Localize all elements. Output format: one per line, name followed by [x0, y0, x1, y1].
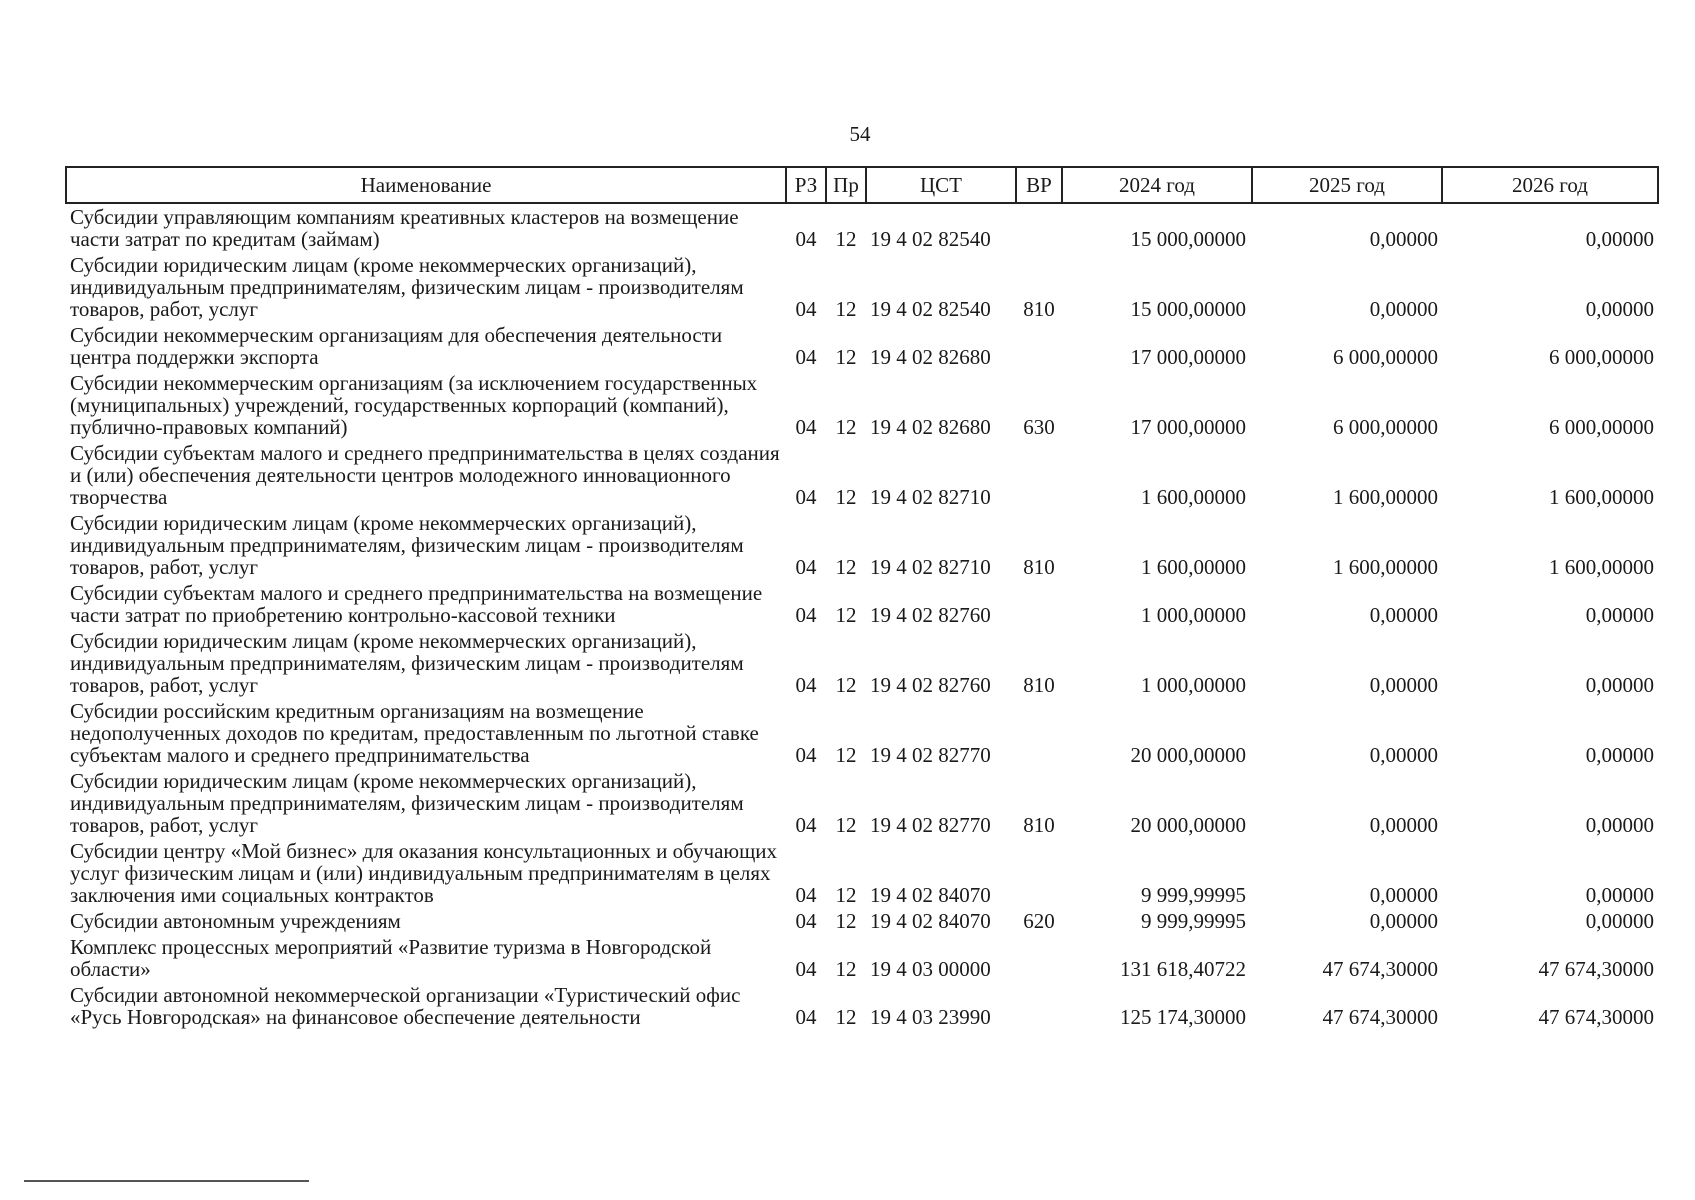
row-vr-cell	[1016, 934, 1062, 982]
row-pr-cell: 12	[835, 227, 857, 251]
row-cst-cell: 19 4 02 82760	[870, 603, 991, 627]
row-2025-cell: 6 000,00000	[1333, 415, 1438, 439]
row-2025-cell: 1 600,00000	[1333, 485, 1438, 509]
table-row	[66, 370, 1658, 440]
row-cst-cell: 19 4 02 84070	[870, 909, 991, 933]
row-name-cell: Субсидии центру «Мой бизнес» для оказания консультационных и обучающих услуг физическим лицам и (или) индивидуальным предпринимателям в целях заключения ими социальных контрактов	[70, 839, 778, 907]
row-pr-cell: 12	[835, 673, 857, 697]
row-2026-cell: 0,00000	[1585, 909, 1654, 933]
row-2026-cell: 0,00000	[1585, 227, 1654, 251]
row-2026-cell: 47 674,30000	[1538, 957, 1654, 981]
row-name-cell: Субсидии юридическим лицам (кроме некоммерческих организаций), индивидуальным предпринимателям, физическим лицам - производителям товаров, работ, услуг	[70, 769, 744, 837]
row-2026-cell: 6 000,00000	[1549, 345, 1654, 369]
table-row	[66, 628, 1658, 698]
row-2025-cell: 47 674,30000	[1322, 1005, 1438, 1029]
row-2025-cell: 0,00000	[1369, 297, 1438, 321]
row-rz-cell: 04	[795, 485, 817, 509]
footer-rule	[24, 1180, 309, 1182]
row-cst-cell: 19 4 03 23990	[870, 1005, 991, 1029]
table-row	[66, 252, 1658, 322]
row-cst-cell: 19 4 02 82680	[870, 415, 991, 439]
table-row	[66, 934, 1658, 982]
row-pr-cell: 12	[835, 345, 857, 369]
row-2026-cell: 0,00000	[1585, 743, 1654, 767]
row-cst-cell: 19 4 02 84070	[870, 883, 991, 907]
row-rz-cell: 04	[795, 813, 817, 837]
row-cst-cell: 19 4 02 82710	[870, 555, 991, 579]
row-name-cell: Субсидии юридическим лицам (кроме некоммерческих организаций), индивидуальным предпринимателям, физическим лицам - производителям товаров, работ, услуг	[70, 511, 744, 579]
row-2026-cell: 1 600,00000	[1549, 485, 1654, 509]
row-pr-cell: 12	[835, 415, 857, 439]
table-header-row	[66, 167, 1658, 203]
row-pr-cell: 12	[835, 743, 857, 767]
row-2026-cell: 0,00000	[1585, 603, 1654, 627]
table-row	[66, 908, 1658, 934]
row-2024-cell: 1 600,00000	[1141, 485, 1246, 509]
row-2026-cell: 0,00000	[1585, 883, 1654, 907]
row-vr-cell	[1016, 982, 1062, 1030]
row-2024-cell: 1 600,00000	[1141, 555, 1246, 579]
row-2026-cell: 1 600,00000	[1549, 555, 1654, 579]
table-row	[66, 982, 1658, 1030]
row-pr-cell: 12	[835, 485, 857, 509]
row-pr-cell: 12	[835, 297, 857, 321]
row-2024-cell: 9 999,99995	[1141, 883, 1246, 907]
row-2025-cell: 0,00000	[1369, 673, 1438, 697]
row-name-cell: Субсидии автономной некоммерческой организации «Туристический офис «Русь Новгородская» на финансовое обеспечение деятельности	[70, 983, 741, 1029]
row-pr-cell: 12	[835, 909, 857, 933]
row-vr-cell	[1016, 838, 1062, 908]
row-rz-cell: 04	[795, 673, 817, 697]
column-header-name: Наименование	[66, 167, 786, 203]
row-2026-cell: 0,00000	[1585, 673, 1654, 697]
row-vr-cell: 630	[1023, 415, 1055, 439]
row-pr-cell: 12	[835, 603, 857, 627]
row-2024-cell: 17 000,00000	[1130, 345, 1246, 369]
row-rz-cell: 04	[795, 227, 817, 251]
row-cst-cell: 19 4 02 82680	[870, 345, 991, 369]
row-vr-cell: 810	[1023, 813, 1055, 837]
budget-table	[65, 166, 1659, 1030]
row-vr-cell: 810	[1023, 673, 1055, 697]
table-row	[66, 440, 1658, 510]
table-row	[66, 203, 1658, 252]
row-rz-cell: 04	[795, 297, 817, 321]
row-name-cell: Субсидии субъектам малого и среднего предпринимательства на возмещение части затрат по приобретению контрольно-кассовой техники	[70, 581, 763, 627]
row-name-cell: Субсидии автономным учреждениям	[70, 909, 401, 933]
row-2024-cell: 15 000,00000	[1130, 297, 1246, 321]
row-cst-cell: 19 4 02 82770	[870, 813, 991, 837]
row-pr-cell: 12	[835, 883, 857, 907]
table-row	[66, 698, 1658, 768]
column-header-rz: РЗ	[786, 167, 826, 203]
row-2024-cell: 17 000,00000	[1130, 415, 1246, 439]
column-header-cst: ЦСТ	[866, 167, 1016, 203]
row-vr-cell: 810	[1023, 297, 1055, 321]
row-cst-cell: 19 4 02 82710	[870, 485, 991, 509]
row-rz-cell: 04	[795, 957, 817, 981]
row-name-cell: Субсидии управляющим компаниям креативных кластеров на возмещение части затрат по кредитам (займам)	[70, 205, 739, 251]
row-vr-cell	[1016, 698, 1062, 768]
column-header-pr: Пр	[826, 167, 866, 203]
budget-table-container	[65, 166, 1657, 1030]
row-2025-cell: 6 000,00000	[1333, 345, 1438, 369]
row-2025-cell: 0,00000	[1369, 909, 1438, 933]
row-2024-cell: 20 000,00000	[1130, 743, 1246, 767]
row-name-cell: Субсидии некоммерческим организациям (за исключением государственных (муниципальных) учреждений, государственных корпораций (компаний), публично-правовых компаний)	[70, 371, 758, 439]
table-row	[66, 322, 1658, 370]
table-body	[66, 203, 1658, 1030]
row-vr-cell: 810	[1023, 555, 1055, 579]
column-header-vr: ВР	[1016, 167, 1062, 203]
row-2026-cell: 6 000,00000	[1549, 415, 1654, 439]
row-cst-cell: 19 4 02 82540	[870, 227, 991, 251]
row-pr-cell: 12	[835, 957, 857, 981]
page-number: 54	[849, 122, 871, 146]
row-pr-cell: 12	[835, 1005, 857, 1029]
row-rz-cell: 04	[795, 345, 817, 369]
column-header-2024: 2024 год	[1062, 167, 1252, 203]
row-2025-cell: 0,00000	[1369, 227, 1438, 251]
row-name-cell: Субсидии юридическим лицам (кроме некоммерческих организаций), индивидуальным предпринимателям, физическим лицам - производителям товаров, работ, услуг	[70, 629, 744, 697]
table-row	[66, 768, 1658, 838]
row-pr-cell: 12	[835, 813, 857, 837]
table-row	[66, 510, 1658, 580]
row-vr-cell	[1016, 203, 1062, 252]
row-2025-cell: 0,00000	[1369, 743, 1438, 767]
row-2025-cell: 1 600,00000	[1333, 555, 1438, 579]
row-2025-cell: 47 674,30000	[1322, 957, 1438, 981]
table-row	[66, 580, 1658, 628]
row-rz-cell: 04	[795, 555, 817, 579]
table-row	[66, 838, 1658, 908]
row-cst-cell: 19 4 02 82770	[870, 743, 991, 767]
row-2024-cell: 15 000,00000	[1130, 227, 1246, 251]
row-cst-cell: 19 4 02 82540	[870, 297, 991, 321]
row-2025-cell: 0,00000	[1369, 883, 1438, 907]
column-header-2026: 2026 год	[1442, 167, 1658, 203]
row-name-cell: Субсидии некоммерческим организациям для обеспечения деятельности центра поддержки экспорта	[70, 323, 723, 369]
row-2025-cell: 0,00000	[1369, 603, 1438, 627]
row-2026-cell: 0,00000	[1585, 813, 1654, 837]
row-2025-cell: 0,00000	[1369, 813, 1438, 837]
row-2026-cell: 47 674,30000	[1538, 1005, 1654, 1029]
row-vr-cell	[1016, 322, 1062, 370]
row-2024-cell: 1 000,00000	[1141, 673, 1246, 697]
row-cst-cell: 19 4 03 00000	[870, 957, 991, 981]
row-vr-cell: 620	[1023, 909, 1055, 933]
row-rz-cell: 04	[795, 883, 817, 907]
row-2026-cell: 0,00000	[1585, 297, 1654, 321]
row-rz-cell: 04	[795, 743, 817, 767]
row-2024-cell: 131 618,40722	[1120, 957, 1246, 981]
row-rz-cell: 04	[795, 415, 817, 439]
row-cst-cell: 19 4 02 82760	[870, 673, 991, 697]
row-vr-cell	[1016, 580, 1062, 628]
column-header-2025: 2025 год	[1252, 167, 1442, 203]
row-name-cell: Субсидии субъектам малого и среднего предпринимательства в целях создания и (или) обеспечения деятельности центров молодежного инновационного творчества	[70, 441, 780, 509]
row-name-cell: Субсидии юридическим лицам (кроме некоммерческих организаций), индивидуальным предпринимателям, физическим лицам - производителям товаров, работ, услуг	[70, 253, 744, 321]
row-pr-cell: 12	[835, 555, 857, 579]
row-2024-cell: 1 000,00000	[1141, 603, 1246, 627]
row-2024-cell: 9 999,99995	[1141, 909, 1246, 933]
row-vr-cell	[1016, 440, 1062, 510]
row-name-cell: Комплекс процессных мероприятий «Развитие туризма в Новгородской области»	[70, 935, 712, 981]
row-name-cell: Субсидии российским кредитным организациям на возмещение недополученных доходов по кредитам, предоставленным по льготной ставке субъектам малого и среднего предпринимательства	[70, 699, 759, 767]
row-rz-cell: 04	[795, 1005, 817, 1029]
row-2024-cell: 20 000,00000	[1130, 813, 1246, 837]
row-2024-cell: 125 174,30000	[1120, 1005, 1246, 1029]
row-rz-cell: 04	[795, 909, 817, 933]
row-rz-cell: 04	[795, 603, 817, 627]
